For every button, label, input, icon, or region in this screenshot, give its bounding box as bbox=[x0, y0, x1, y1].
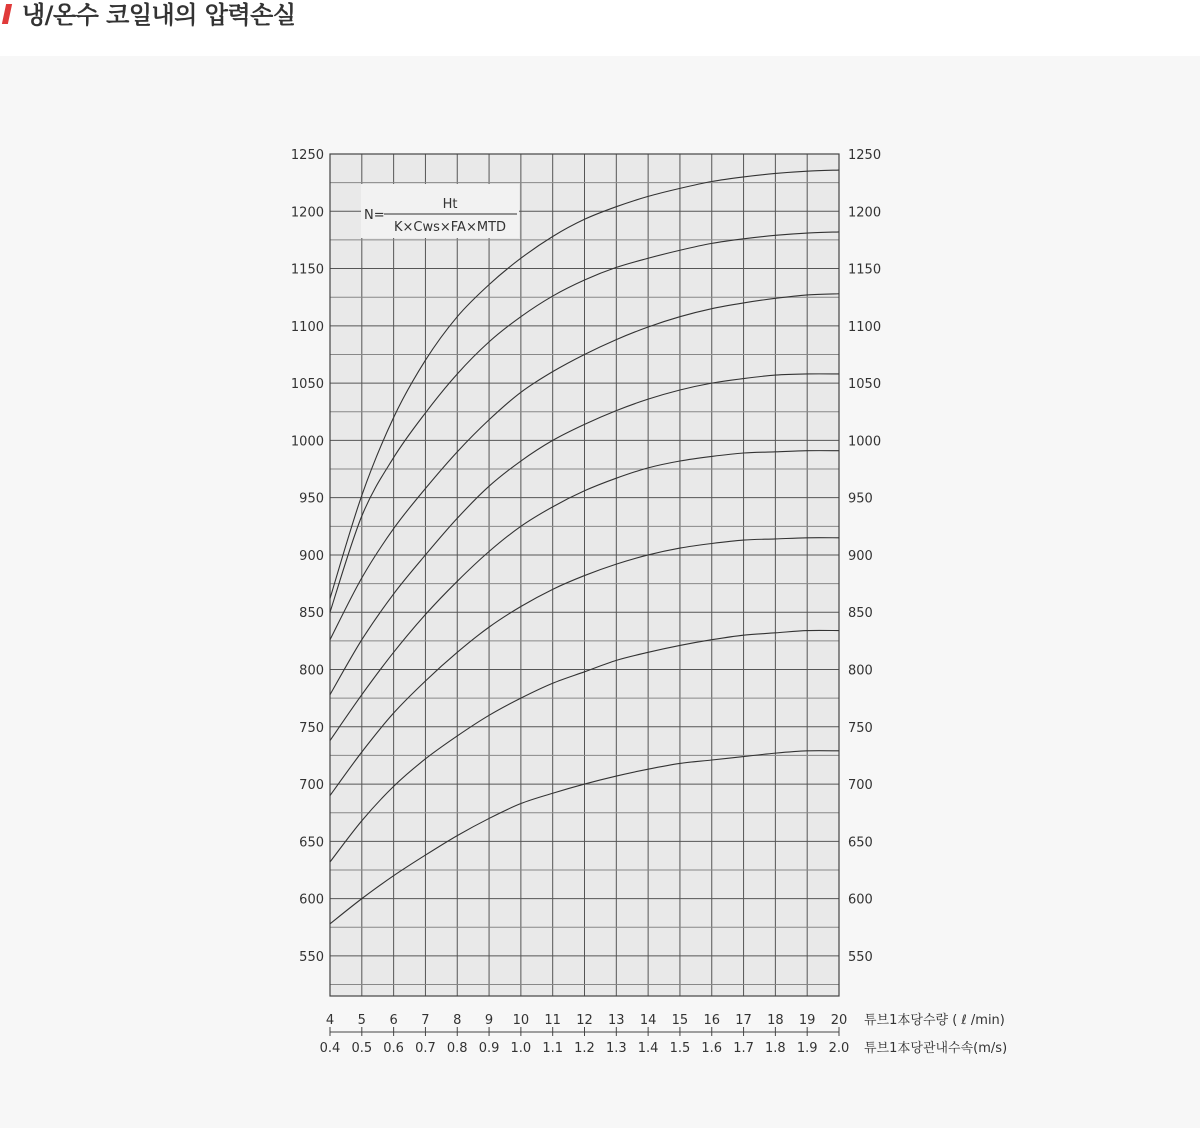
y-tick-label-right: 1250 bbox=[848, 148, 882, 163]
x-tick-label-velocity: 1.1 bbox=[542, 1041, 564, 1056]
x-tick-label-velocity: 1.2 bbox=[574, 1041, 595, 1056]
y-tick-label-left: 1200 bbox=[290, 205, 324, 221]
y-tick-label-left: 700 bbox=[299, 778, 324, 794]
y-tick-label-left: 800 bbox=[299, 663, 324, 679]
x-tick-label-flow: 20 bbox=[830, 1013, 848, 1028]
x-tick-label-flow: 16 bbox=[703, 1013, 721, 1028]
y-tick-label-right: 1200 bbox=[848, 205, 882, 221]
x-tick-label-velocity: 1.8 bbox=[765, 1041, 786, 1056]
y-tick-label-left: 1000 bbox=[290, 434, 324, 450]
x-tick-label-flow: 13 bbox=[608, 1013, 625, 1028]
page-header bbox=[0, 0, 1200, 56]
x-tick-label-flow: 15 bbox=[671, 1013, 689, 1028]
y-tick-label-left: 750 bbox=[299, 720, 324, 736]
x-tick-label-velocity: 0.4 bbox=[319, 1041, 341, 1056]
x-tick-label-velocity: 1.5 bbox=[669, 1041, 691, 1056]
y-tick-label-left: 1050 bbox=[290, 377, 324, 393]
y-tick-label-left: 850 bbox=[299, 606, 324, 622]
x-tick-label-flow: 17 bbox=[735, 1013, 752, 1028]
x-tick-label-velocity: 0.7 bbox=[415, 1041, 436, 1056]
x-tick-label-flow: 5 bbox=[357, 1013, 366, 1028]
x-tick-label-flow: 12 bbox=[576, 1013, 593, 1028]
x-axis-label-flow: 튜브1本당수량 ( ℓ /min) bbox=[864, 1013, 1005, 1028]
y-tick-label-left: 1150 bbox=[290, 262, 324, 278]
x-tick-label-velocity: 0.8 bbox=[446, 1041, 468, 1056]
y-tick-label-left: 950 bbox=[299, 491, 324, 507]
y-tick-label-right: 750 bbox=[848, 720, 873, 736]
y-tick-label-left: 1250 bbox=[290, 148, 324, 163]
y-tick-label-right: 650 bbox=[848, 835, 873, 851]
y-tick-label-left: 600 bbox=[299, 892, 324, 908]
y-tick-label-right: 800 bbox=[848, 663, 873, 679]
x-tick-label-velocity: 1.6 bbox=[701, 1041, 723, 1056]
x-tick-label-flow: 14 bbox=[639, 1013, 657, 1028]
x-tick-label-flow: 11 bbox=[544, 1013, 561, 1028]
y-tick-label-right: 1050 bbox=[848, 377, 882, 393]
x-tick-label-velocity: 0.5 bbox=[351, 1041, 373, 1056]
x-tick-label-velocity: 2.0 bbox=[828, 1041, 850, 1056]
y-tick-label-left: 1100 bbox=[290, 319, 324, 335]
x-tick-label-velocity: 1.9 bbox=[796, 1041, 818, 1056]
y-tick-label-left: 900 bbox=[299, 548, 324, 564]
y-tick-label-left: 550 bbox=[299, 949, 324, 965]
y-tick-label-right: 850 bbox=[848, 606, 873, 622]
y-tick-label-right: 1150 bbox=[848, 262, 882, 278]
formula-lhs: N= bbox=[364, 208, 385, 223]
y-tick-label-right: 550 bbox=[848, 949, 873, 965]
y-tick-label-right: 700 bbox=[848, 778, 873, 794]
x-tick-label-flow: 7 bbox=[421, 1013, 430, 1028]
page-title: 냉/온수 코일내의 압력손실 bbox=[22, 1, 296, 29]
x-tick-label-velocity: 0.6 bbox=[383, 1041, 404, 1056]
pressure-loss-chart bbox=[0, 56, 1200, 1128]
x-tick-label-velocity: 1.0 bbox=[510, 1041, 532, 1056]
y-tick-label-right: 1000 bbox=[848, 434, 882, 450]
x-tick-label-velocity: 1.3 bbox=[605, 1041, 627, 1056]
x-tick-label-flow: 6 bbox=[389, 1013, 398, 1028]
x-tick-label-velocity: 1.4 bbox=[637, 1041, 659, 1056]
chart-panel bbox=[0, 56, 1200, 1128]
x-tick-label-flow: 4 bbox=[325, 1013, 335, 1028]
x-tick-label-flow: 9 bbox=[484, 1013, 494, 1028]
x-tick-label-flow: 10 bbox=[512, 1013, 530, 1028]
x-tick-label-velocity: 0.9 bbox=[478, 1041, 500, 1056]
x-tick-label-velocity: 1.7 bbox=[733, 1041, 754, 1056]
formula-denominator: K×Cws×FA×MTD bbox=[393, 220, 507, 235]
y-tick-label-right: 950 bbox=[848, 491, 873, 507]
y-tick-label-right: 600 bbox=[848, 892, 873, 908]
title-accent-bar bbox=[2, 4, 12, 24]
formula-numerator: Ht bbox=[442, 197, 458, 212]
y-tick-label-right: 1100 bbox=[848, 319, 882, 335]
y-tick-label-right: 900 bbox=[848, 548, 873, 564]
x-axis-label-velocity: 튜브1本당관내수속(m/s) bbox=[864, 1041, 1008, 1056]
y-tick-label-left: 650 bbox=[299, 835, 324, 851]
x-tick-label-flow: 8 bbox=[453, 1013, 462, 1028]
x-tick-label-flow: 18 bbox=[767, 1013, 784, 1028]
x-tick-label-flow: 19 bbox=[798, 1013, 816, 1028]
